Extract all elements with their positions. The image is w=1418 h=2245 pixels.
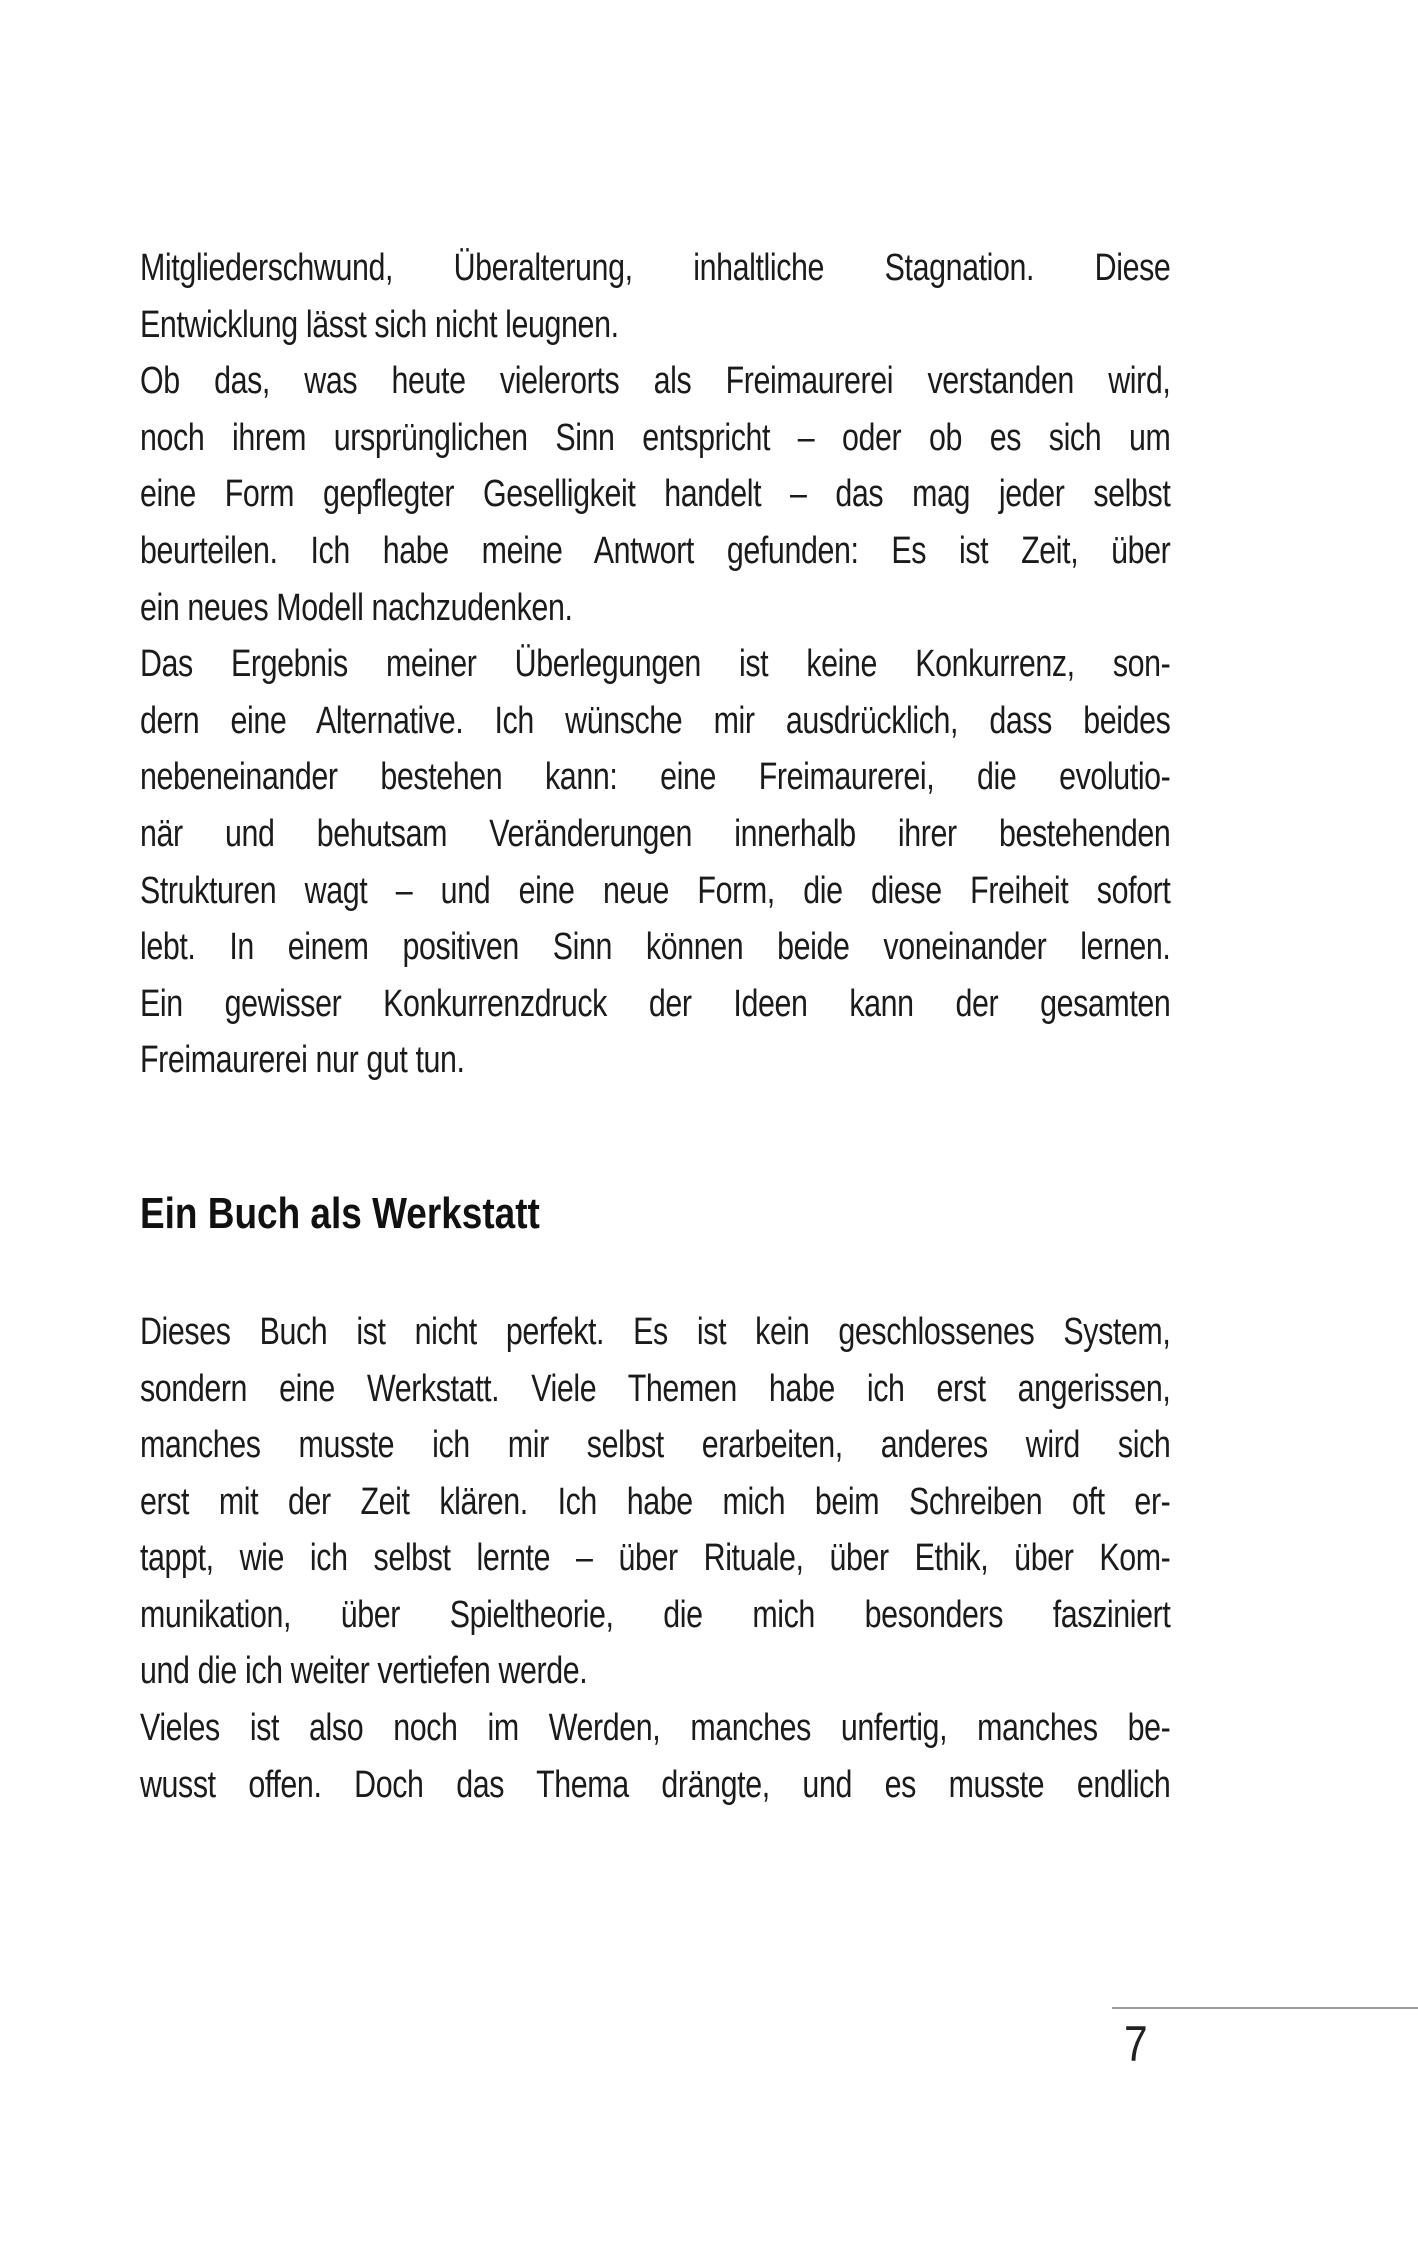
text-line: tappt, wie ich selbst lernte – über Rituale, über Ethik, über Kom- xyxy=(140,1537,1171,1580)
section-heading: Ein Buch als Werkstatt xyxy=(140,1188,540,1238)
text-line: nebeneinander bestehen kann: eine Freimaurerei, die evolutio- xyxy=(140,756,1171,799)
text-line: wusst offen. Doch das Thema drängte, und es musste endlich xyxy=(140,1763,1171,1806)
text-line: eine Form gepflegter Geselligkeit handelt – das mag jeder selbst xyxy=(140,473,1171,516)
text-line: Dieses Buch ist nicht perfekt. Es ist kein geschlossenes System, xyxy=(140,1310,1171,1353)
text-line: Strukturen wagt – und eine neue Form, die diese Freiheit sofort xyxy=(140,869,1171,912)
text-line: Mitgliederschwund, Überalterung, inhaltliche Stagnation. Diese xyxy=(140,247,1171,289)
paragraph xyxy=(140,1700,1170,1813)
text-line: när und behutsam Veränderungen innerhalb ihrer bestehenden xyxy=(140,812,1171,855)
text-line: Das Ergebnis meiner Überlegungen ist keine Konkurrenz, son- xyxy=(140,643,1171,686)
text-line: munikation, über Spieltheorie, die mich besonders fasziniert xyxy=(140,1593,1171,1636)
text-column xyxy=(140,240,1170,1813)
text-line: dern eine Alternative. Ich wünsche mir ausdrücklich, dass beides xyxy=(140,699,1171,742)
text-line: Vieles ist also noch im Werden, manches unfertig, manches be- xyxy=(140,1707,1171,1750)
paragraph xyxy=(140,1304,1170,1700)
text-line: Ein gewisser Konkurrenzdruck der Ideen kann der gesamten xyxy=(140,982,1171,1025)
text-line: manches musste ich mir selbst erarbeiten, anderes wird sich xyxy=(140,1424,1171,1467)
text-line: sondern eine Werkstatt. Viele Themen habe ich erst angerissen, xyxy=(140,1367,1171,1410)
text-line: lebt. In einem positiven Sinn können beide voneinander lernen. xyxy=(140,926,1171,969)
paragraph xyxy=(140,240,1170,353)
text-line: noch ihrem ursprünglichen Sinn entspricht – oder ob es sich um xyxy=(140,416,1171,459)
text-line: ein neues Modell nachzudenken. xyxy=(140,586,573,629)
text-line: und die ich weiter vertiefen werde. xyxy=(140,1650,588,1693)
text-line: erst mit der Zeit klären. Ich habe mich beim Schreiben oft er- xyxy=(140,1480,1171,1523)
page-number: 7 xyxy=(1124,2016,1148,2072)
text-line: Freimaurerei nur gut tun. xyxy=(140,1039,465,1082)
text-line: beurteilen. Ich habe meine Antwort gefunden: Es ist Zeit, über xyxy=(140,529,1171,572)
paragraph xyxy=(140,353,1170,636)
footer-rule xyxy=(1112,2007,1418,2009)
paragraph xyxy=(140,636,1170,1089)
text-line: Ob das, was heute vielerorts als Freimaurerei verstanden wird, xyxy=(140,360,1171,403)
text-line: Entwicklung lässt sich nicht leugnen. xyxy=(140,303,619,346)
